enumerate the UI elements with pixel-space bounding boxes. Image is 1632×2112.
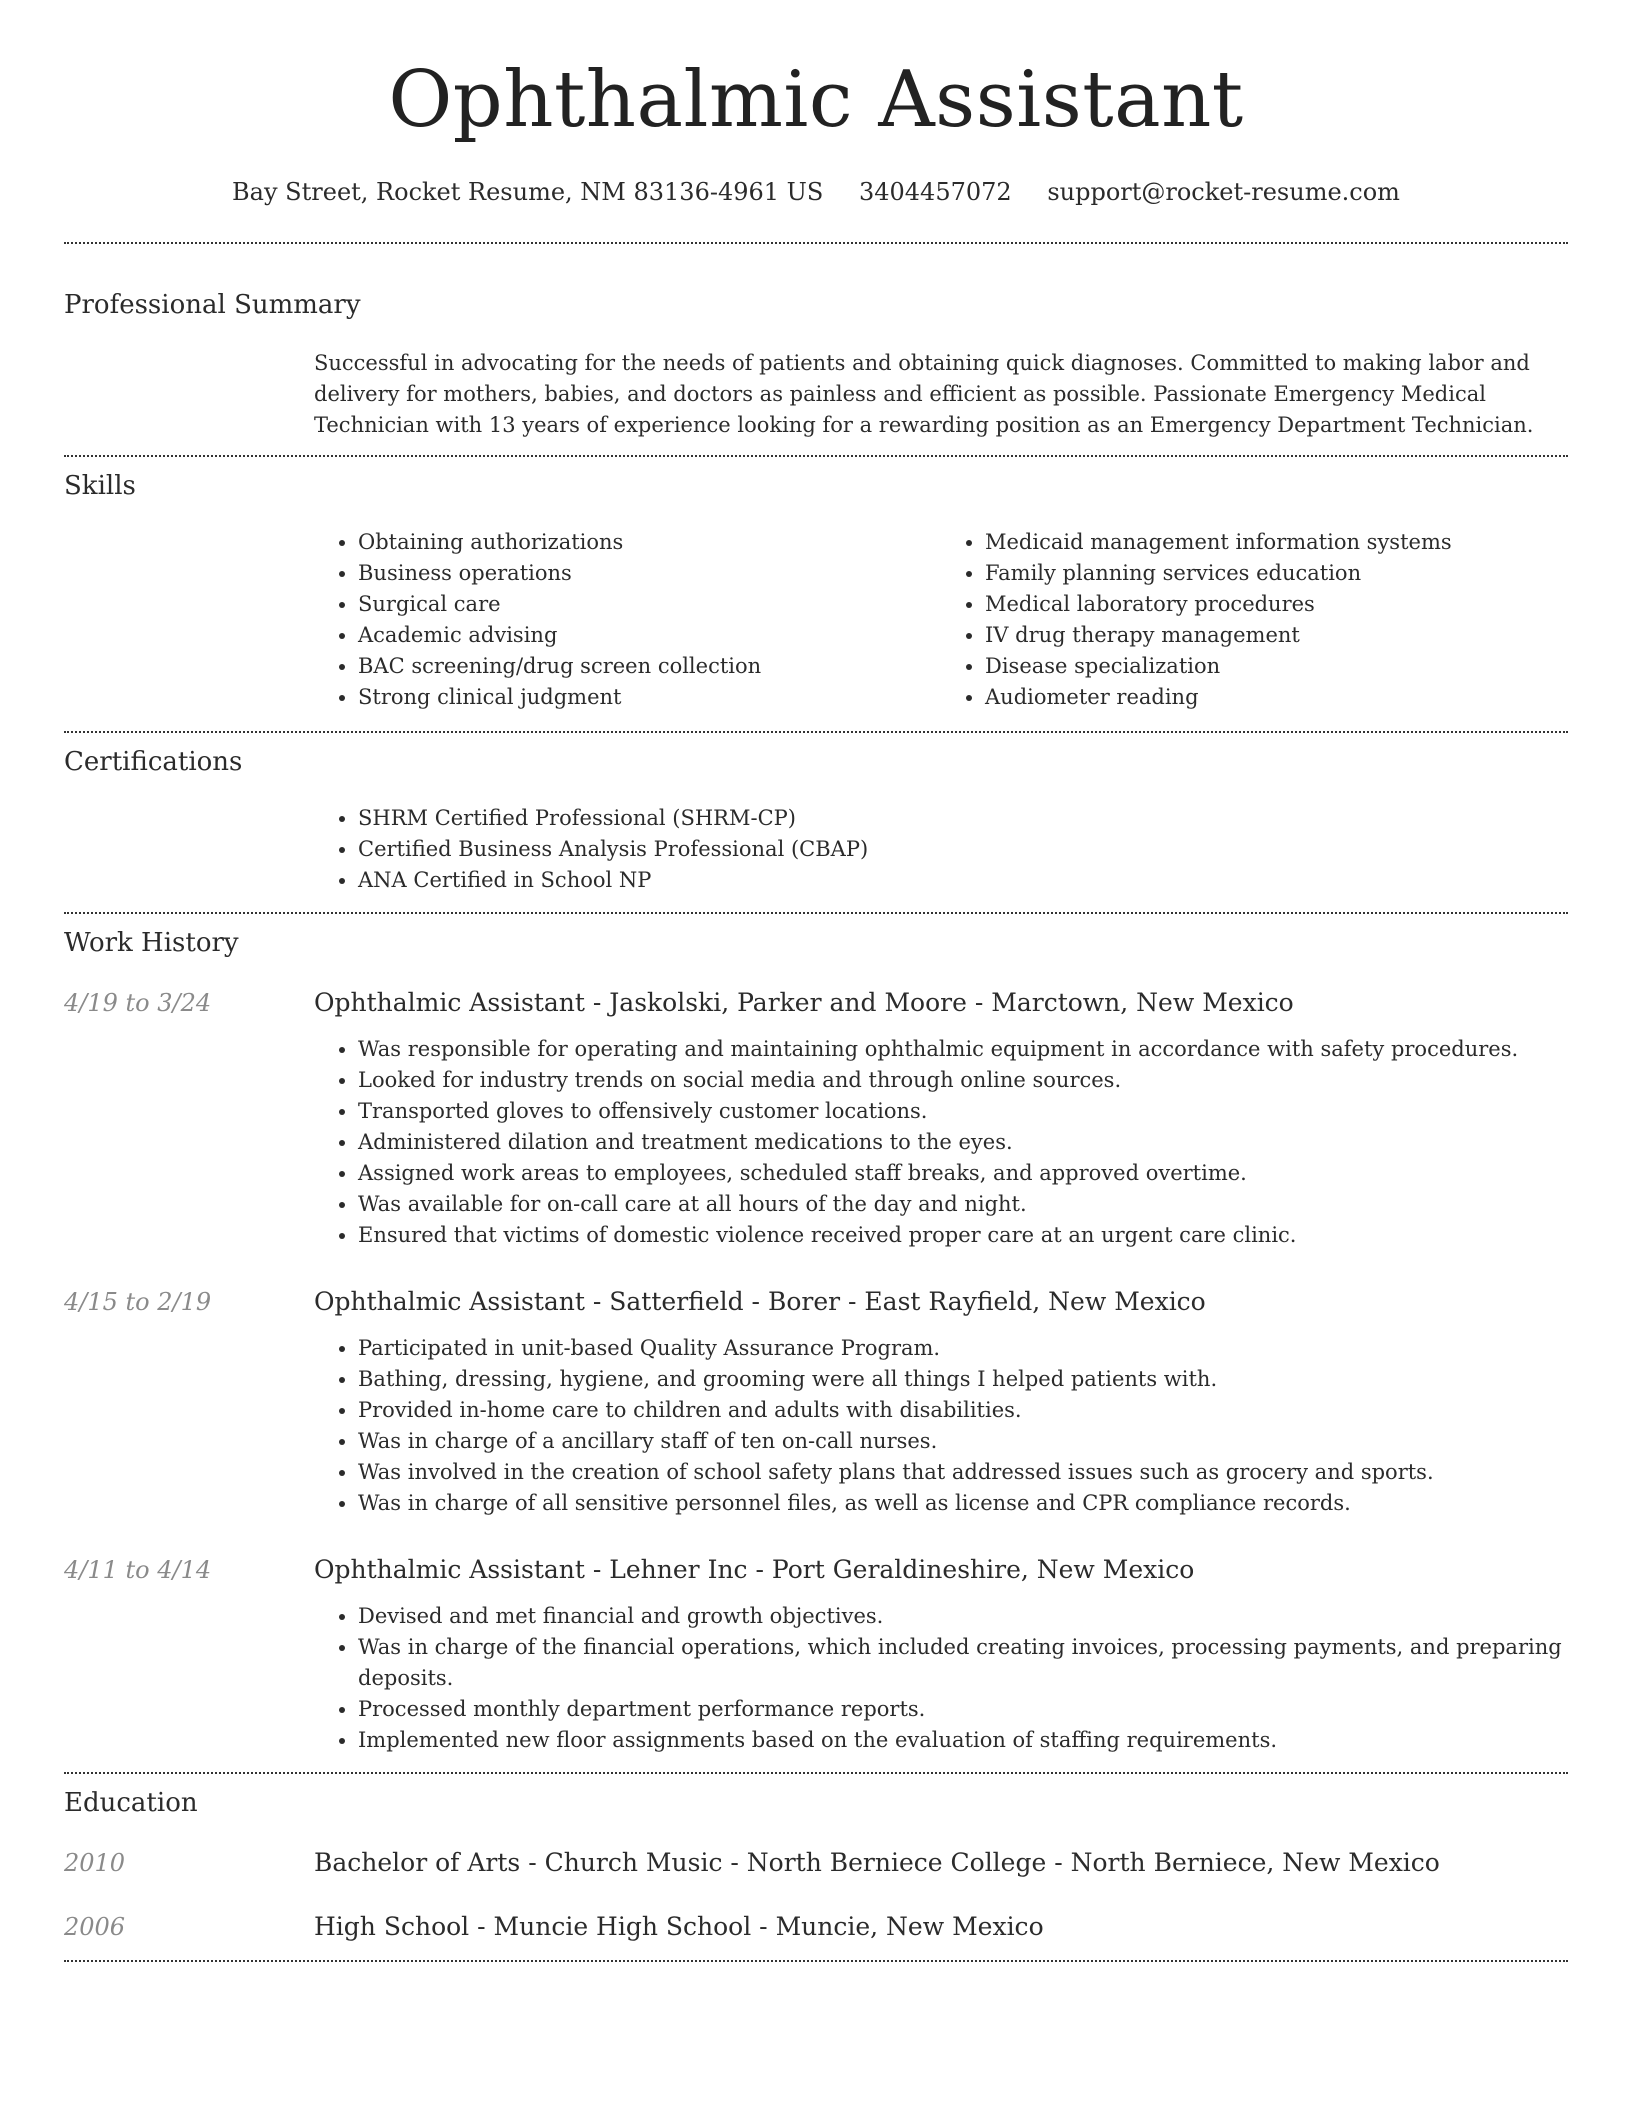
job-bullets <box>314 1333 1568 1519</box>
summary-text: Successful in advocating for the needs of patients and obtaining quick diagnoses. Committed to making labor and delivery for mothers, babies, and doctors as painless and efficient as possible. Passionate Emergency Medical Technician with 13 years of experience looking for a rewarding position as an Emergency Department Technician. <box>314 351 1534 437</box>
job-body <box>314 986 1568 1251</box>
education-year: 2006 <box>64 1913 126 1941</box>
certifications-section <box>64 733 1568 912</box>
job-dates: 4/15 to 2/19 <box>64 1288 212 1316</box>
list-item: • Academic advising <box>358 620 941 651</box>
list-item: • Processed monthly department performance reports. <box>358 1694 1568 1725</box>
list-item: • IV drug therapy management <box>985 620 1568 651</box>
education-heading: Education <box>64 1788 198 1818</box>
list-item: • Business operations <box>358 558 941 589</box>
education-year: 2010 <box>64 1849 126 1877</box>
job-title: Ophthalmic Assistant - Lehner Inc - Port Geraldineshire, New Mexico <box>314 1555 1195 1584</box>
job-dates: 4/11 to 4/14 <box>64 1556 212 1584</box>
list-item: • Provided in-home care to children and adults with disabilities. <box>358 1395 1568 1426</box>
job-entry <box>64 986 1568 1251</box>
job-bullets <box>314 1601 1568 1756</box>
list-item: • Implemented new floor assignments based on the evaluation of staffing requirements. <box>358 1725 1568 1756</box>
phone-text[interactable]: 3404457072 <box>858 178 1012 206</box>
education-entry <box>64 1846 1568 1880</box>
certifications-list <box>314 803 1568 896</box>
list-item: • Certified Business Analysis Professional (CBAP) <box>358 834 1568 865</box>
skills-list-left <box>314 527 941 713</box>
skills-heading: Skills <box>64 471 136 501</box>
job-body <box>314 1553 1568 1756</box>
skills-columns <box>314 527 1568 731</box>
certifications-content <box>314 803 1568 912</box>
list-item: • SHRM Certified Professional (SHRM-CP) <box>358 803 1568 834</box>
education-divider <box>64 1960 1568 1962</box>
education-details: Bachelor of Arts - Church Music - North Berniece College - North Berniece, New Mexico <box>314 1848 1440 1877</box>
list-item: • Looked for industry trends on social media and through online sources. <box>358 1065 1568 1096</box>
address-text: Bay Street, Rocket Resume, NM 83136-4961 US <box>232 178 824 206</box>
list-item: • Devised and met financial and growth objectives. <box>358 1601 1568 1632</box>
job-title: Ophthalmic Assistant - Jaskolski, Parker and Moore - Marctown, New Mexico <box>314 988 1294 1017</box>
list-item: • Participated in unit-based Quality Assurance Program. <box>358 1333 1568 1364</box>
list-item: • Was in charge of the financial operations, which included creating invoices, processing payments, and preparing deposits. <box>358 1632 1568 1694</box>
list-item: • Administered dilation and treatment medications to the eyes. <box>358 1127 1568 1158</box>
education-section <box>64 1774 1568 1960</box>
list-item: • Was responsible for operating and maintaining ophthalmic equipment in accordance with safety procedures. <box>358 1034 1568 1065</box>
list-item: • Audiometer reading <box>985 682 1568 713</box>
list-item: • Ensured that victims of domestic violence received proper care at an urgent care clinic. <box>358 1220 1568 1251</box>
education-entry <box>64 1910 1568 1944</box>
summary-section <box>64 244 1568 455</box>
list-item: • Was involved in the creation of school safety plans that addressed issues such as grocery and sports. <box>358 1457 1568 1488</box>
list-item: • Transported gloves to offensively customer locations. <box>358 1096 1568 1127</box>
job-bullets <box>314 1034 1568 1251</box>
list-item: • Was in charge of a ancillary staff of ten on-call nurses. <box>358 1426 1568 1457</box>
certifications-heading: Certifications <box>64 747 243 777</box>
job-body <box>314 1285 1568 1519</box>
list-item: • Assigned work areas to employees, scheduled staff breaks, and approved overtime. <box>358 1158 1568 1189</box>
list-item: • Family planning services education <box>985 558 1568 589</box>
page-title: Ophthalmic Assistant <box>388 55 1244 145</box>
skills-section <box>64 457 1568 731</box>
work-history-heading: Work History <box>64 928 239 958</box>
list-item: • Bathing, dressing, hygiene, and grooming were all things I helped patients with. <box>358 1364 1568 1395</box>
list-item: • Obtaining authorizations <box>358 527 941 558</box>
job-entry <box>64 1553 1568 1756</box>
email-link[interactable]: support@rocket-resume.com <box>1047 178 1400 206</box>
skills-list-right <box>941 527 1568 713</box>
list-item: • Strong clinical judgment <box>358 682 941 713</box>
job-dates: 4/19 to 3/24 <box>64 989 212 1017</box>
job-entry <box>64 1285 1568 1519</box>
education-details: High School - Muncie High School - Muncie, New Mexico <box>314 1912 1044 1941</box>
job-title: Ophthalmic Assistant - Satterfield - Borer - East Rayfield, New Mexico <box>314 1287 1206 1316</box>
list-item: • BAC screening/drug screen collection <box>358 651 941 682</box>
list-item: • Disease specialization <box>985 651 1568 682</box>
list-item: • ANA Certified in School NP <box>358 865 1568 896</box>
work-history-section <box>64 914 1568 1772</box>
contact-line <box>64 176 1568 208</box>
list-item: • Was in charge of all sensitive personnel files, as well as license and CPR compliance records. <box>358 1488 1568 1519</box>
list-item: • Surgical care <box>358 589 941 620</box>
list-item: • Medical laboratory procedures <box>985 589 1568 620</box>
list-item: • Medicaid management information systems <box>985 527 1568 558</box>
summary-heading: Professional Summary <box>64 290 361 320</box>
list-item: • Was available for on-call care at all hours of the day and night. <box>358 1189 1568 1220</box>
